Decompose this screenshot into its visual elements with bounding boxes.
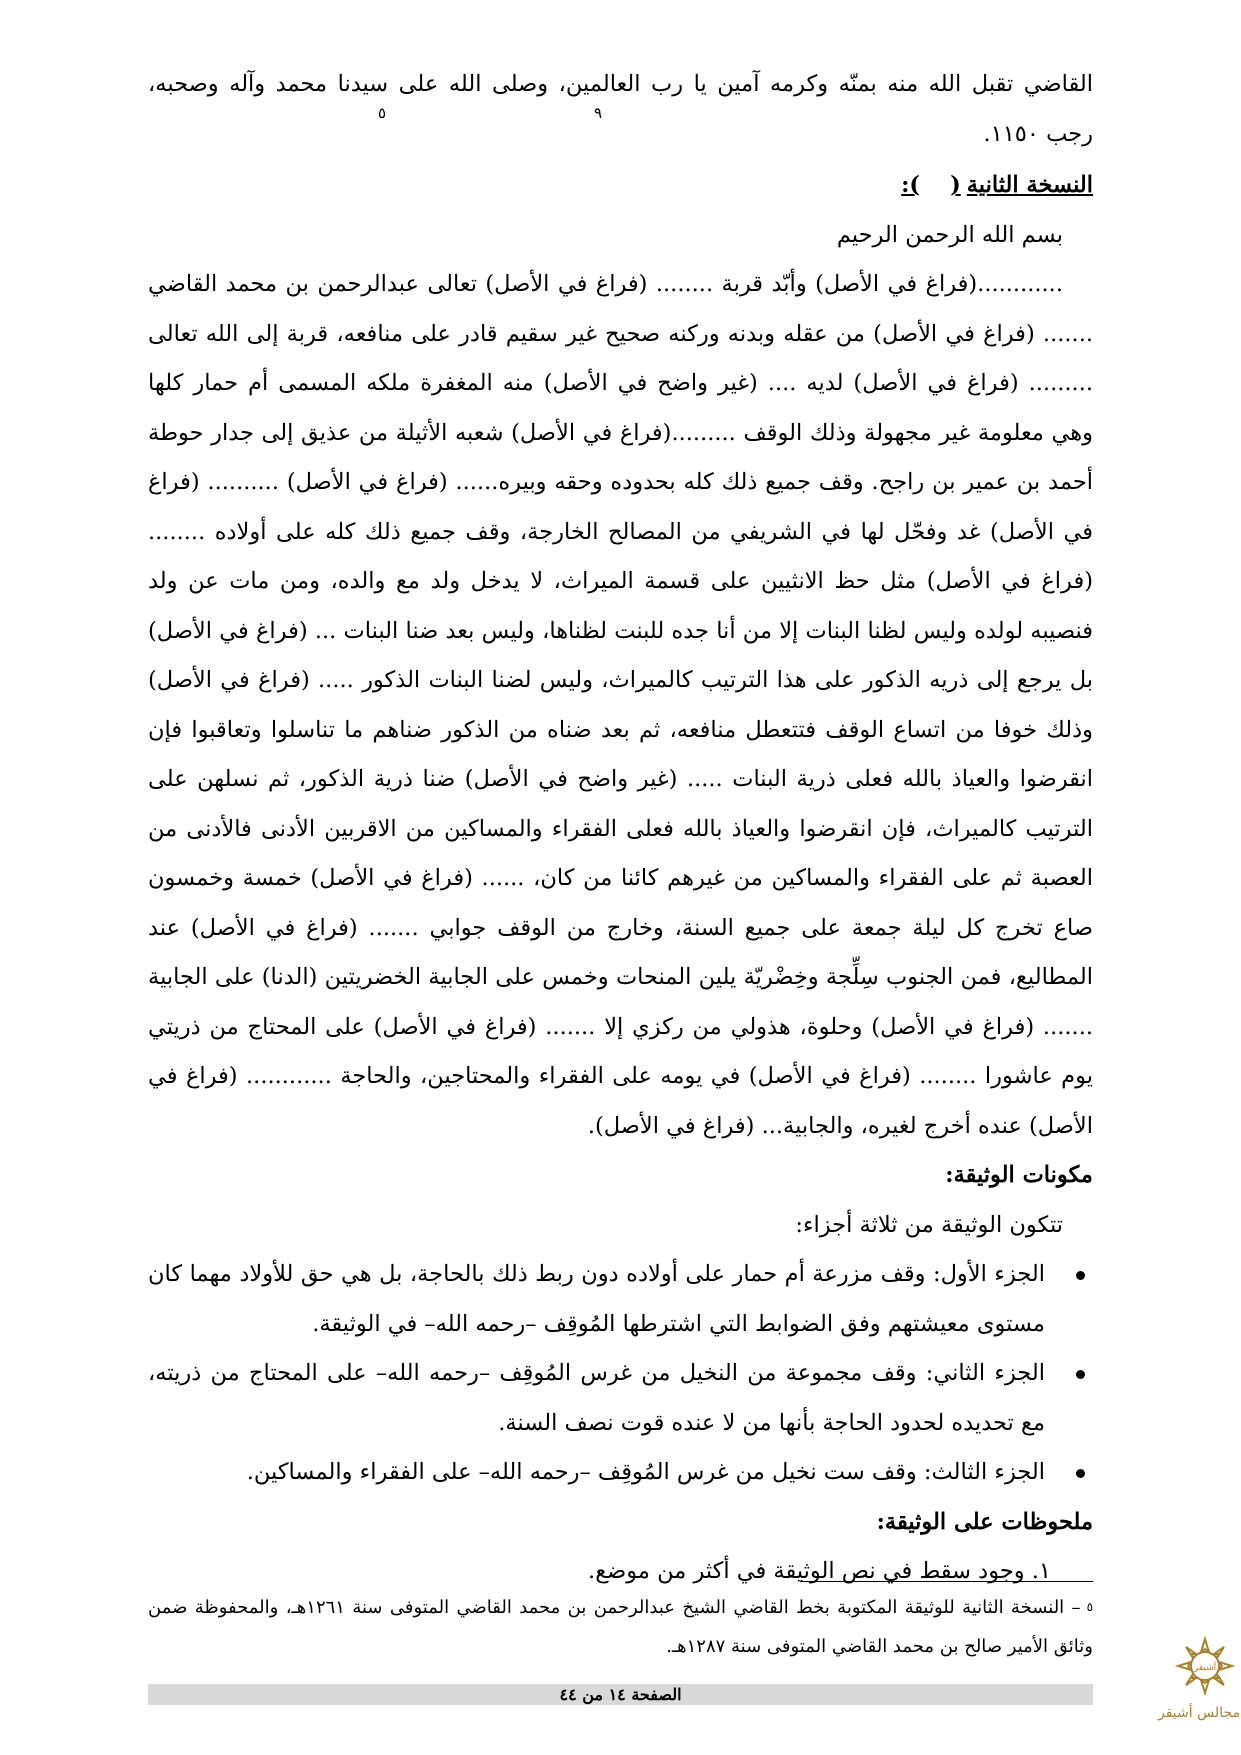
site-logo bbox=[1157, 1635, 1240, 1750]
document-body bbox=[148, 60, 1093, 1597]
list-item: الجزء الأول: وقف مزرعة أم حمار على أولاده دون ربط ذلك بالحاجة، بل هي حق للأولاد مهما كان مستوى معيشتهم وفق الضوابط التي اشترطها المُوقِف –رحمه الله– في الوثيقة. bbox=[148, 1250, 1093, 1349]
list-item: الجزء الثاني: وقف مجموعة من النخيل من غرس المُوقِف –رحمه الله– على المحتاج من ذريته، مع تحديده لحدود الحاجة بأنها من لا عنده قوت نصف السنة. bbox=[148, 1349, 1093, 1448]
ornament-emblem-icon bbox=[1174, 1635, 1236, 1697]
parts-list bbox=[148, 1250, 1093, 1498]
page-number-bar bbox=[148, 1684, 1093, 1705]
footnote-reference-9: ٩ bbox=[594, 104, 603, 122]
footnote-text: – النسخة الثانية للوثيقة المكتوبة بخط القاضي الشيخ عبدالرحمن بن محمد القاضي المتوفى سنة ١٢٦١هـ، والمحفوظة ضمن وثائق الأمير صالح بن محمد القاضي المتوفى سنة ١٢٨٧هـ. bbox=[148, 1597, 1093, 1657]
components-intro: تتكون الوثيقة من ثلاثة أجزاء: bbox=[795, 1211, 1063, 1238]
footnote-reference-5: ٥ bbox=[378, 104, 387, 122]
page-number: الصفحة ١٤ من ٤٤ bbox=[559, 1685, 682, 1704]
basmala: بسم الله الرحمن الرحيم bbox=[836, 221, 1063, 248]
note-item: ١. وجود سقط في نص الوثيقة في أكثر من موضع. bbox=[588, 1558, 1051, 1584]
footnote-separator bbox=[800, 1581, 1093, 1582]
section-heading-title: النسخة الثانية(): bbox=[901, 172, 1093, 198]
opening-paragraph: القاضي تقبل الله منه بمنّه وكرمه آمين يا رب العالمين، وصلى الله على سيدنا محمد وآله وصحبه، رجب ١١٥٠. bbox=[148, 71, 1093, 147]
site-name: مجالس أشيقر bbox=[1157, 1705, 1240, 1721]
document-text: ............(فراغ في الأصل) وأبّد قربة ........ (فراغ في الأصل) تعالى عبدالرحمن بن محمد القاضي ....... (فراغ في الأصل) من عقله وبدنه وركنه صحيح غير سقيم قادر على منافعه، قربة إلى الله تعالى ......... (فراغ في الأصل) لديه .... (غير واضح في الأصل) منه المغفرة ملكه المسمى أم حمار كلها وهي معلومة غير مجهولة وذلك الوقف .........(فراغ في الأصل) شعبه الأثيلة من عذيق إلى جدار حوطة أحمد بن عمير بن راجح. وقف جميع ذلك كله بحدوده وحقه وبيره...... (فراغ في الأصل) .......... (فراغ في الأصل) غد وفحّل لها في الشريفي من المصالح الخارجة، وقف جميع ذلك كله على أولاده ........ (فراغ في الأصل) مثل حظ الانثيين على قسمة الميراث، لا يدخل ولد مع والده، ومن مات عن ولد فنصيبه لولده وليس لظنا البنات إلا من أنا جده للبنت لظناها، وليس بعد ضنا البنات ... (فراغ في الأصل) بل يرجع إلى ذريه الذكور على هذا الترتيب كالميراث، وليس لضنا البنات الذكور ..... (فراغ في الأصل) وذلك خوفا من اتساع الوقف فتتعطل منافعه، ثم بعد ضناه من الذكور ضناهم ما تناسلوا وتعاقبوا فإن انقرضوا والعياذ بالله فعلى ذرية البنات ..... (غير واضح في الأصل) ضنا ذرية الذكور، ثم نسلهن على الترتيب كالميراث، فإن انقرضوا والعياذ بالله فعلى الفقراء والمساكين من الاقربين الأدنى فالأدنى من العصبة ثم على الفقراء والمساكين من غيرهم كائنا من كان، ...... (فراغ في الأصل) خمسة وخمسون صاع تخرج كل ليلة جمعة على جميع السنة، وخارج من الوقف جوابي ....... (فراغ في الأصل) عند المطاليع، فمن الجنوب سِلِّجة وخِضْريّة يلين المنحات وخمس على الجابية الخضريتين (الدنا) على الجابية ....... (فراغ في الأصل) وحلوة، هذولي من ركزي إلا ....... (فراغ في الأصل) على المحتاج من ذريتي يوم عاشورا ........ (فراغ في الأصل) في يومه على الفقراء والمحتاجين، والحاجة ............ (فراغ في الأصل) عنده أخرج لغيره، والجابية... (فراغ في الأصل). bbox=[148, 271, 1093, 1139]
list-item: الجزء الثالث: وقف ست نخيل من غرس المُوقِف –رحمه الله– على الفقراء والمساكين. bbox=[148, 1448, 1093, 1498]
components-heading: مكونات الوثيقة: bbox=[945, 1162, 1093, 1188]
notes-heading: ملحوظات على الوثيقة: bbox=[876, 1508, 1093, 1535]
footnote bbox=[148, 1588, 1093, 1666]
section-heading bbox=[148, 161, 1093, 211]
footnote-marker: ٥ bbox=[1086, 1600, 1094, 1614]
emblem-text: أشيقر bbox=[1193, 1663, 1217, 1673]
